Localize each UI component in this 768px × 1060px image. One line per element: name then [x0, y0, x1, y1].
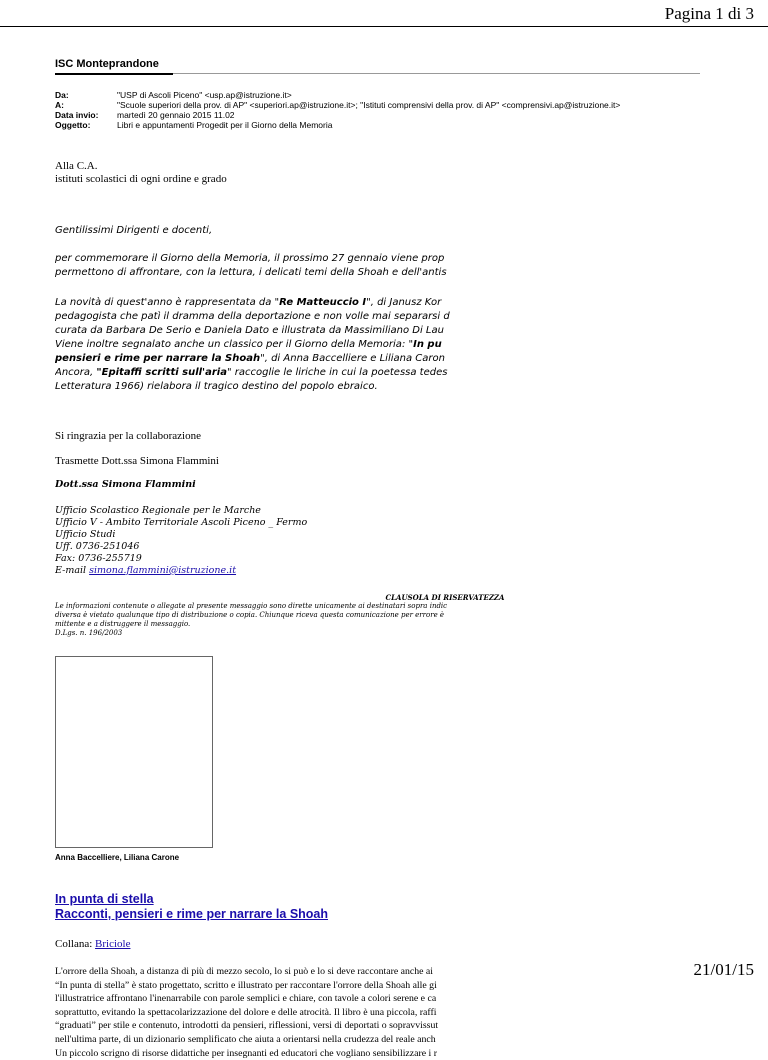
email-headers	[55, 90, 768, 130]
header-date: Data invio: martedì 20 gennaio 2015 11.02	[55, 110, 235, 120]
salutation: Alla C.A. istituti scolastici di ogni ordine e grado	[55, 160, 227, 185]
sender-line: Trasmette Dott.ssa Simona Flammini	[55, 455, 219, 467]
greeting: Gentilissimi Dirigenti e docenti,	[55, 225, 213, 236]
signature	[55, 479, 768, 577]
confidentiality-notice: Le informazioni contenute o allegate al presente messaggio sono dirette unicamente ai destinatari sopra indic diversa è vietato qualunque tipo di distribuzione o copia. Chiunque riceva questa comunicazione per errore è mittente e a distruggere il messaggio. D.Lgs. n. 196/2003	[55, 602, 448, 637]
confidentiality-title: CLAUSOLA DI RISERVATEZZA	[385, 593, 505, 602]
page-number: Pagina 1 di 3	[664, 4, 754, 23]
book-authors: Anna Baccelliere, Liliana Carone	[55, 853, 180, 862]
paragraph-intro: per commemorare il Giorno della Memoria, il prossimo 27 gennaio viene prop permettono di affrontare, con la lettura, i delicati temi della Shoah e dell'antis	[55, 253, 447, 278]
series-link[interactable]: Briciole	[95, 938, 131, 950]
book-title-link[interactable]: In punta di stella Racconti, pensieri e rime per narrare la Shoah	[55, 892, 329, 921]
organization-name: ISC Monteprandone	[55, 58, 159, 70]
email-link[interactable]: simona.flammini@istruzione.it	[89, 565, 237, 576]
signature-details: Ufficio Scolastico Regionale per le Marche Ufficio V - Ambito Territoriale Ascoli Piceno _ Fermo Ufficio Studi Uff. 0736-251046 Fax: 0736-255719 E-mail simona.flammini@istruzione.it	[55, 505, 308, 576]
organization-title	[55, 58, 768, 74]
header-from: Da: "USP di Ascoli Piceno" <usp.ap@istruzione.it>	[55, 90, 292, 100]
paragraph-books: La novità di quest'anno è rappresentata da "Re Matteuccio I", di Janusz Kor pedagogista che patì il dramma della deportazione e non volle mai separarsi d curata da Barbara De Serio e Daniela Dato e illustrata da Massimiliano Di Lau Viene inoltre segnalato anche un classico per il Giorno della Memoria: "In pu pensieri e rime per narrare la Shoah", di Anna Baccelliere e Liliana Caron Ancora, "Epitaffi scritti sull'aria" raccoglie le liriche in cui la poetessa tedes Letteratura 1966) rielabora il tragico destino del popolo ebraico.	[55, 297, 450, 392]
header-to: A: "Scuole superiori della prov. di AP" <superiori.ap@istruzione.it>; "Istituti comprensivi della prov. di AP" <comprensivi.ap@istruzione.it>	[55, 100, 621, 110]
org-divider-accent	[55, 73, 173, 75]
signature-name: Dott.ssa Simona Flammini	[55, 479, 196, 490]
thanks-line: Si ringrazia per la collaborazione	[55, 430, 201, 442]
header-subject: Oggetto: Libri e appuntamenti Progedit per il Giorno della Memoria	[55, 120, 333, 130]
print-date: 21/01/15	[693, 960, 754, 979]
email-content	[55, 58, 768, 1060]
header-divider	[0, 26, 768, 27]
book-cover-image	[55, 656, 213, 848]
book-series: Collana: Briciole	[55, 938, 131, 950]
book-description: L'orrore della Shoah, a distanza di più di mezzo secolo, lo si può e lo si deve raccontare anche ai “In punta di stella” è stato progettato, scritto e illustrato per raccontare l'orrore della Shoah alle gi l'illustratrice affrontano l'inenarrabile con parole semplici e chiare, con tavole a colori serene e ca soprattutto, evitando la spettacolarizzazione del dolore e delle atrocità. Il libro è una piccola, raffi “graduati” per stile e contenuto, introdotti da pensieri, riflessioni, versi di deportati o sopravvissut nell'ultima parte, di un dizionario semplificato che aiuta a orientarsi nella crudezza del reale anch Un piccolo scrigno di risorse didattiche per insegnanti ed educatori che vogliano sensibilizzare i r	[55, 966, 439, 1059]
